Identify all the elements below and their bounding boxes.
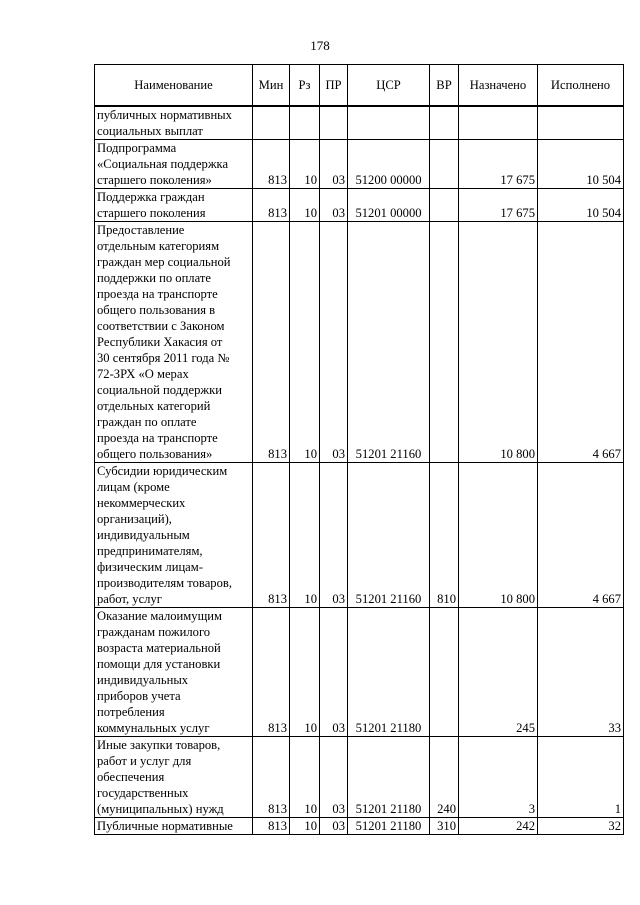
row-csr-cell: 51201 21180 xyxy=(348,608,430,737)
table-row xyxy=(95,189,624,222)
row-rz-cell: 10 xyxy=(290,140,320,189)
row-name-line: государственных xyxy=(97,786,189,800)
row-assigned-cell: 17 675 xyxy=(459,140,538,189)
row-executed-cell xyxy=(538,106,624,140)
row-min-cell: 813 xyxy=(253,189,290,222)
row-name-line: индивидуальным xyxy=(97,528,190,542)
row-executed-cell: 1 xyxy=(538,737,624,818)
row-csr-cell: 51201 00000 xyxy=(348,189,430,222)
row-name-cell xyxy=(95,106,253,140)
row-name-cell xyxy=(95,189,253,222)
row-rz-cell: 10 xyxy=(290,222,320,463)
row-name-line: Республики Хакасия от xyxy=(97,335,223,349)
row-vr-cell xyxy=(430,189,459,222)
row-rz-cell: 10 xyxy=(290,189,320,222)
row-rz-cell xyxy=(290,106,320,140)
row-csr-cell: 51201 21160 xyxy=(348,463,430,608)
row-pr-cell: 03 xyxy=(320,189,348,222)
row-name-line: лицам (кроме xyxy=(97,480,170,494)
row-name-line: коммунальных услуг xyxy=(97,721,210,735)
row-name-line: Подпрограмма xyxy=(97,141,177,155)
row-executed-cell: 10 504 xyxy=(538,189,624,222)
row-name-line: социальных выплат xyxy=(97,124,203,138)
row-name-line: приборов учета xyxy=(97,689,181,703)
row-name-line: работ, услуг xyxy=(97,592,162,606)
row-name-line: обеспечения xyxy=(97,770,165,784)
row-name-line: производителям товаров, xyxy=(97,576,232,590)
header-executed: Исполнено xyxy=(538,65,624,107)
header-vr: ВР xyxy=(430,65,459,107)
row-name-cell xyxy=(95,737,253,818)
row-pr-cell: 03 xyxy=(320,463,348,608)
row-name-line: старшего поколения xyxy=(97,206,206,220)
row-name-line: публичных нормативных xyxy=(97,108,232,122)
row-assigned-cell: 245 xyxy=(459,608,538,737)
row-executed-cell: 32 xyxy=(538,818,624,835)
row-name-line: «Социальная поддержка xyxy=(97,157,229,171)
row-name-line: социальной поддержки xyxy=(97,383,222,397)
table-header-row xyxy=(95,65,624,107)
row-name-line: индивидуальных xyxy=(97,673,189,687)
row-min-cell: 813 xyxy=(253,463,290,608)
row-name-line: Поддержка граждан xyxy=(97,190,205,204)
row-min-cell: 813 xyxy=(253,222,290,463)
row-vr-cell: 810 xyxy=(430,463,459,608)
row-assigned-cell xyxy=(459,106,538,140)
row-min-cell: 813 xyxy=(253,140,290,189)
table-row xyxy=(95,608,624,737)
row-name-line: некоммерческих xyxy=(97,496,186,510)
row-name-line: 72-ЗРХ «О мерах xyxy=(97,367,189,381)
row-assigned-cell: 17 675 xyxy=(459,189,538,222)
row-pr-cell: 03 xyxy=(320,608,348,737)
row-csr-cell: 51201 21160 xyxy=(348,222,430,463)
row-min-cell: 813 xyxy=(253,737,290,818)
row-vr-cell xyxy=(430,608,459,737)
table-body xyxy=(95,106,624,835)
row-rz-cell: 10 xyxy=(290,818,320,835)
row-pr-cell: 03 xyxy=(320,818,348,835)
row-assigned-cell: 3 xyxy=(459,737,538,818)
row-csr-cell: 51200 00000 xyxy=(348,140,430,189)
budget-table xyxy=(94,64,624,835)
row-name-line: общего пользования» xyxy=(97,447,213,461)
row-name-line: возраста материальной xyxy=(97,641,221,655)
row-name-line: физическим лицам- xyxy=(97,560,203,574)
table-row xyxy=(95,737,624,818)
header-pr: ПР xyxy=(320,65,348,107)
row-assigned-cell: 242 xyxy=(459,818,538,835)
row-name-cell xyxy=(95,463,253,608)
row-pr-cell xyxy=(320,106,348,140)
row-executed-cell: 33 xyxy=(538,608,624,737)
table-row xyxy=(95,818,624,835)
row-name-line: гражданам пожилого xyxy=(97,625,211,639)
table-row xyxy=(95,222,624,463)
header-csr: ЦСР xyxy=(348,65,430,107)
header-rz: Рз xyxy=(290,65,320,107)
row-name-line: помощи для установки xyxy=(97,657,221,671)
row-name-line: общего пользования в xyxy=(97,303,216,317)
row-name-line: отдельным категориям xyxy=(97,239,220,253)
row-name-cell xyxy=(95,818,253,835)
row-name-line: Оказание малоимущим xyxy=(97,609,222,623)
row-name-line: Иные закупки товаров, xyxy=(97,738,221,752)
row-rz-cell: 10 xyxy=(290,737,320,818)
row-pr-cell: 03 xyxy=(320,140,348,189)
row-name-line: граждан мер социальной xyxy=(97,255,231,269)
row-name-line: Публичные нормативные xyxy=(97,819,233,833)
row-name-line: граждан по оплате xyxy=(97,415,197,429)
row-name-cell xyxy=(95,608,253,737)
page-number: 178 xyxy=(310,38,330,53)
row-executed-cell: 10 504 xyxy=(538,140,624,189)
header-min: Мин xyxy=(253,65,290,107)
row-name-line: проезда на транспорте xyxy=(97,431,218,445)
row-rz-cell: 10 xyxy=(290,463,320,608)
row-name-line: Предоставление xyxy=(97,223,185,237)
row-assigned-cell: 10 800 xyxy=(459,222,538,463)
row-min-cell: 813 xyxy=(253,818,290,835)
table-row xyxy=(95,140,624,189)
row-name-line: Субсидии юридическим xyxy=(97,464,228,478)
row-vr-cell: 310 xyxy=(430,818,459,835)
row-name-line: старшего поколения» xyxy=(97,173,212,187)
row-name-line: организаций), xyxy=(97,512,172,526)
row-min-cell xyxy=(253,106,290,140)
row-name-cell xyxy=(95,222,253,463)
table-row xyxy=(95,463,624,608)
row-executed-cell: 4 667 xyxy=(538,463,624,608)
row-name-line: потребления xyxy=(97,705,165,719)
row-name-line: работ и услуг для xyxy=(97,754,192,768)
row-name-cell xyxy=(95,140,253,189)
table-row xyxy=(95,106,624,140)
row-vr-cell xyxy=(430,140,459,189)
row-pr-cell: 03 xyxy=(320,737,348,818)
row-name-line: (муниципальных) нужд xyxy=(97,802,224,816)
row-assigned-cell: 10 800 xyxy=(459,463,538,608)
header-assigned: Назначено xyxy=(459,65,538,107)
row-executed-cell: 4 667 xyxy=(538,222,624,463)
row-vr-cell xyxy=(430,106,459,140)
row-name-line: проезда на транспорте xyxy=(97,287,218,301)
row-rz-cell: 10 xyxy=(290,608,320,737)
row-pr-cell: 03 xyxy=(320,222,348,463)
row-name-line: предпринимателям, xyxy=(97,544,203,558)
row-csr-cell xyxy=(348,106,430,140)
row-vr-cell xyxy=(430,222,459,463)
row-name-line: отдельных категорий xyxy=(97,399,211,413)
row-vr-cell: 240 xyxy=(430,737,459,818)
row-csr-cell: 51201 21180 xyxy=(348,818,430,835)
row-name-line: 30 сентября 2011 года № xyxy=(97,351,230,365)
header-name: Наименование xyxy=(95,65,253,107)
row-min-cell: 813 xyxy=(253,608,290,737)
row-name-line: поддержки по оплате xyxy=(97,271,211,285)
row-name-line: соответствии с Законом xyxy=(97,319,225,333)
row-csr-cell: 51201 21180 xyxy=(348,737,430,818)
